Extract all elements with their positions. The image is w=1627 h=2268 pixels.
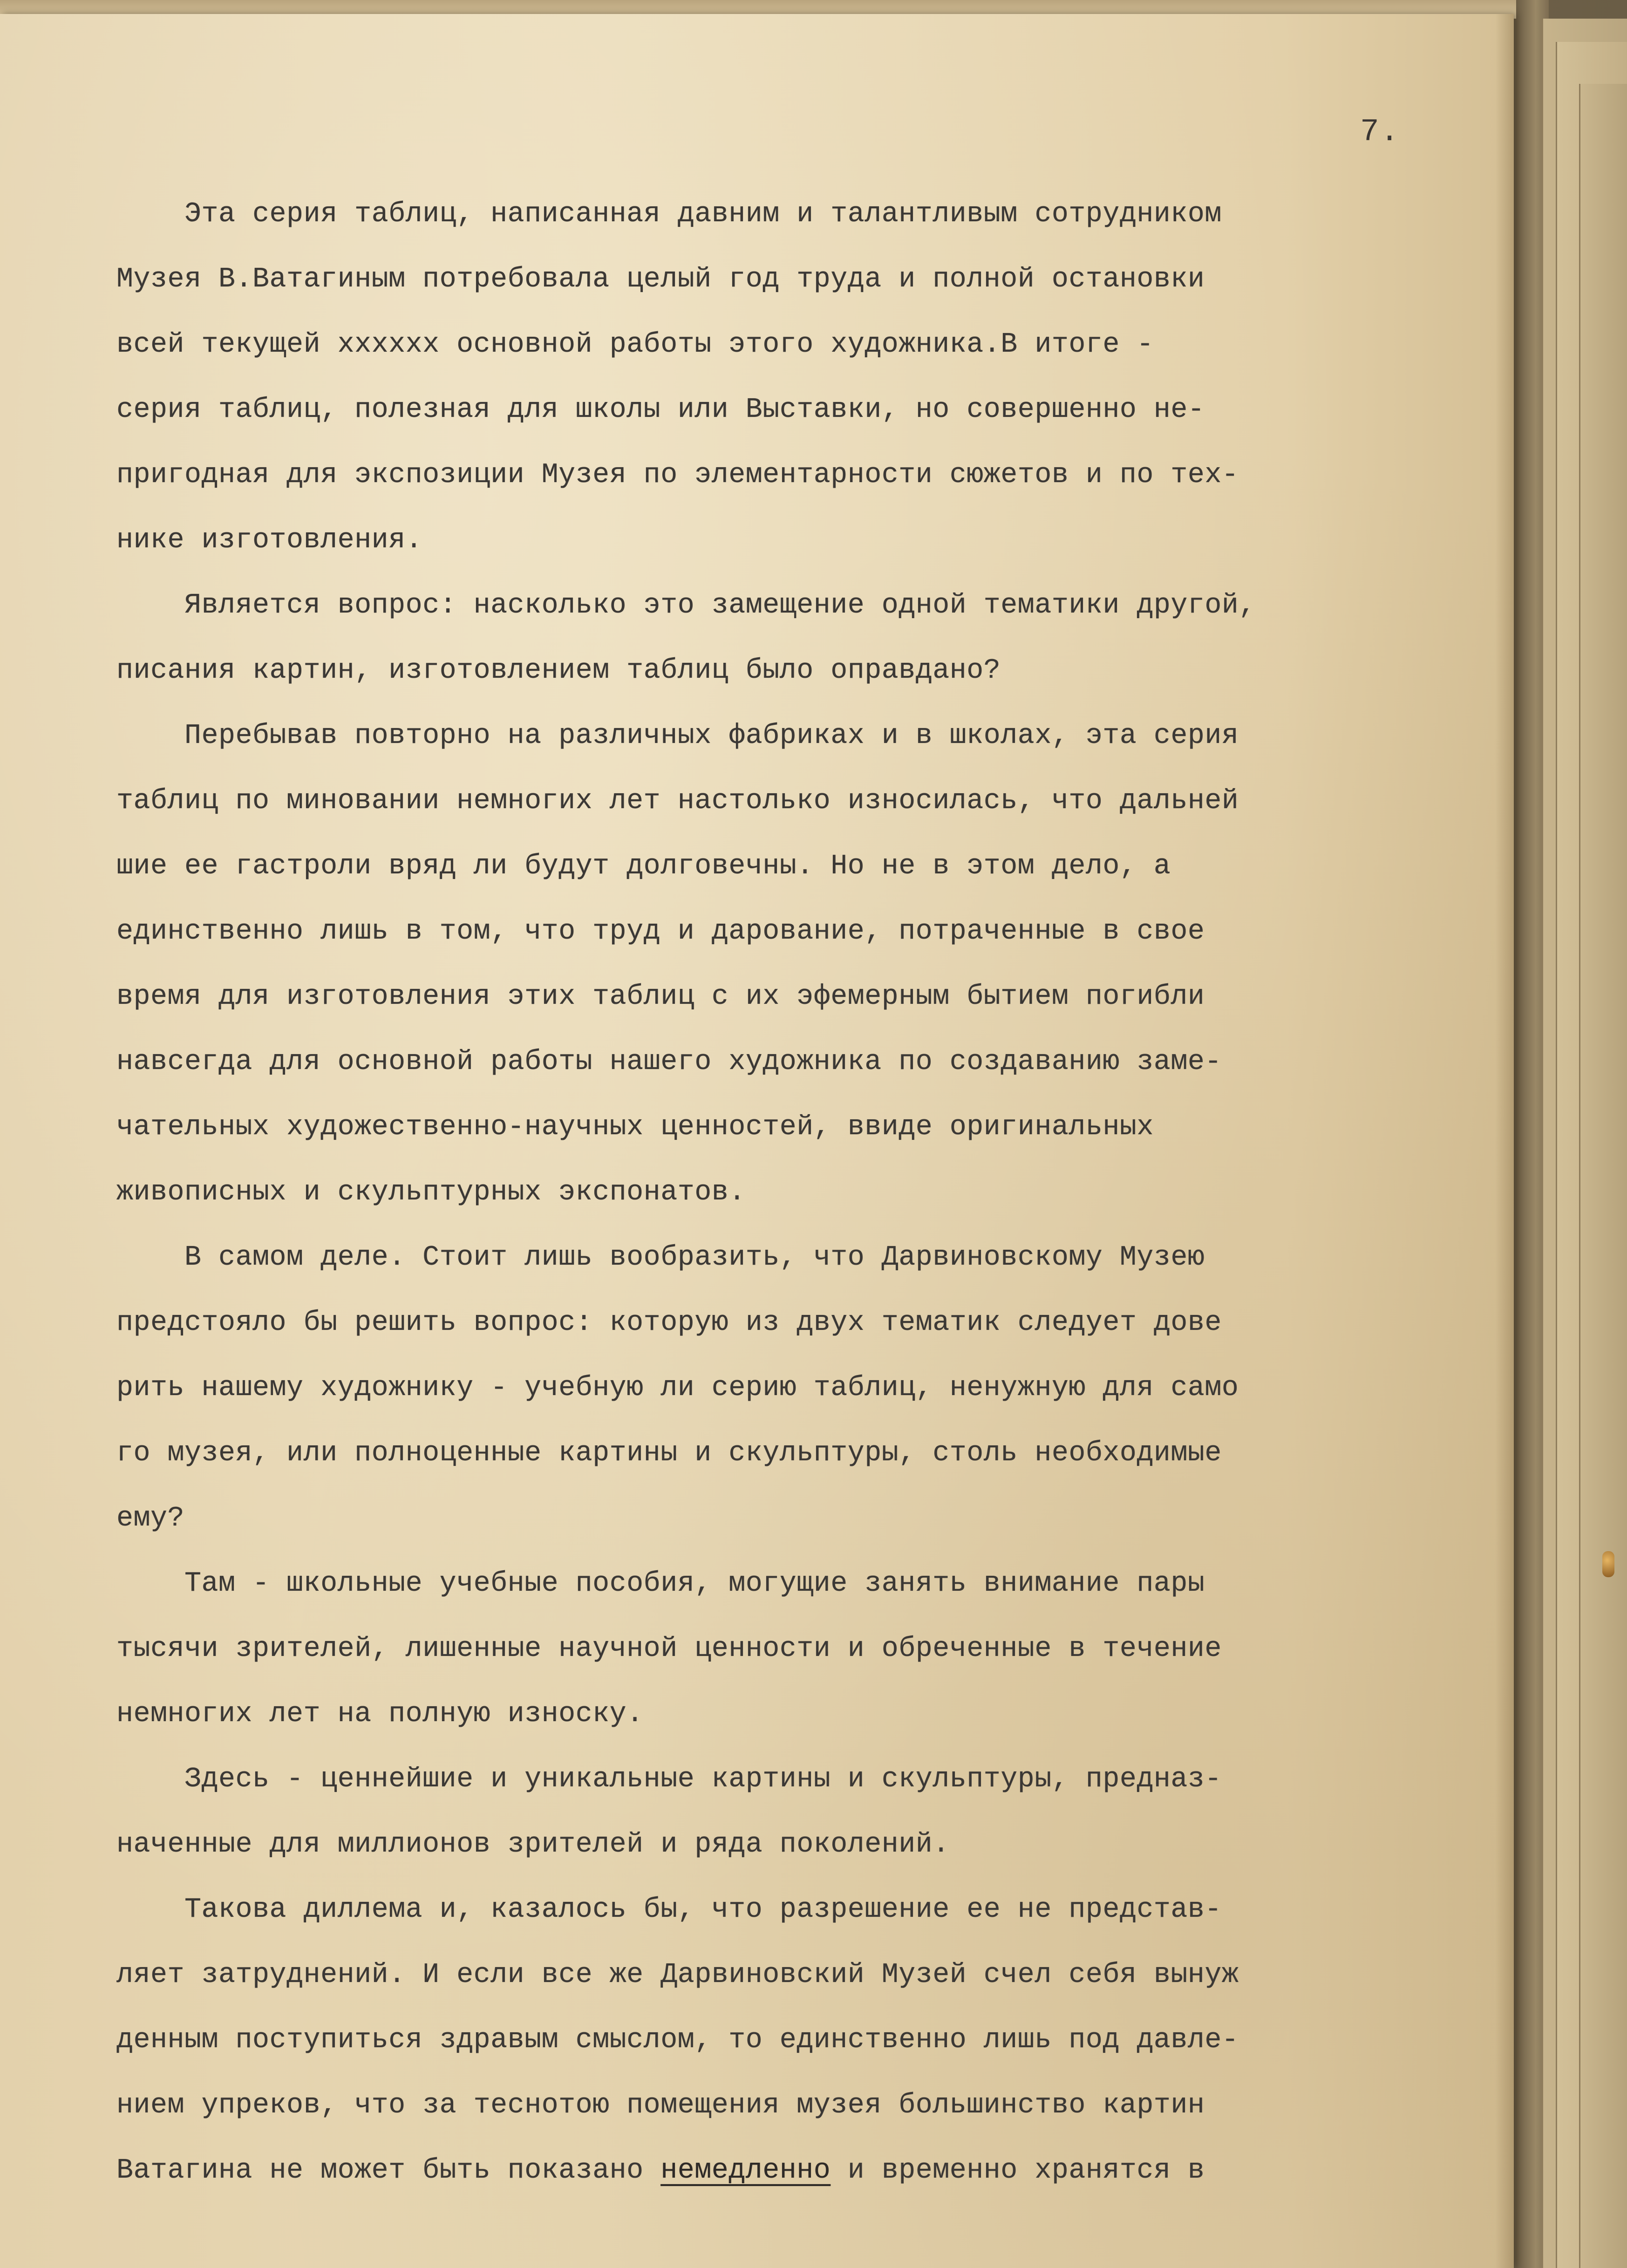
text-line: шие ее гастроли вряд ли будут долговечны. Но не в этом дело, а bbox=[116, 851, 1171, 882]
text-line: го музея, или полноценные картины и скульптуры, столь необходимые bbox=[116, 1437, 1222, 1469]
text-line: наченные для миллионов зрителей и ряда поколений. bbox=[116, 1829, 950, 1860]
text-line: время для изготовления этих таблиц с их эфемерным бытием погибли bbox=[116, 981, 1205, 1013]
text-line: серия таблиц, полезная для школы или Выставки, но совершенно не- bbox=[116, 394, 1205, 426]
text-line: писания картин, изготовлением таблиц было оправдано? bbox=[116, 655, 1001, 687]
typewritten-sheet bbox=[0, 14, 1514, 2268]
text-line: Там - школьные учебные пособия, могущие занять внимание пары bbox=[116, 1568, 1205, 1600]
text-line: чательных художественно-научных ценностей, ввиде оригинальных bbox=[116, 1111, 1154, 1143]
text-line: Эта серия таблиц, написанная давним и талантливым сотрудником bbox=[116, 198, 1222, 230]
staple bbox=[1602, 1551, 1614, 1577]
text-line: ляет затруднений. И если все же Дарвиновский Музей счел себя вынуж bbox=[116, 1959, 1239, 1991]
text-line: единственно лишь в том, что труд и дарование, потраченные в свое bbox=[116, 916, 1205, 947]
text-line: живописных и скульптурных экспонатов. bbox=[116, 1177, 746, 1208]
text-line: В самом деле. Стоит лишь вообразить, что Дарвиновскому Музею bbox=[116, 1242, 1205, 1274]
text-line: всей текущей xxxxxx основной работы этого художника.В итоге - bbox=[116, 329, 1154, 361]
text-line: Является вопрос: насколько это замещение одной тематики другой, bbox=[116, 590, 1256, 621]
text-line: тысячи зрителей, лишенные научной ценности и обреченные в течение bbox=[116, 1633, 1222, 1665]
text-line: предстояло бы решить вопрос: которую из двух тематик следует дове bbox=[116, 1307, 1222, 1339]
text-line: денным поступиться здравым смыслом, то единственно лишь под давле- bbox=[116, 2024, 1239, 2056]
underlying-page bbox=[1579, 84, 1627, 2268]
text-line: ему? bbox=[116, 1503, 185, 1534]
text-line: нием упреков, что за теснотою помещения музея большинство картин bbox=[116, 2090, 1205, 2121]
text-line: рить нашему художнику - учебную ли серию таблиц, ненужную для само bbox=[116, 1372, 1239, 1404]
typed-text-body bbox=[116, 182, 1495, 2203]
text-line: пригодная для экспозиции Музея по элементарности сюжетов и по тех- bbox=[116, 459, 1239, 491]
text-line: Музея В.Ватагиным потребовала целый год труда и полной остановки bbox=[116, 264, 1205, 295]
text-line: Такова диллема и, казалось бы, что разрешение ее не представ- bbox=[116, 1894, 1222, 1926]
page-number: 7. bbox=[1360, 114, 1400, 150]
text-line: таблиц по миновании немногих лет настолько износилась, что дальней bbox=[116, 785, 1239, 817]
text-line: нике изготовления. bbox=[116, 524, 423, 556]
text-line: навсегда для основной работы нашего художника по создаванию заме- bbox=[116, 1046, 1222, 1078]
text-line: Перебывав повторно на различных фабриках и в школах, эта серия bbox=[116, 720, 1239, 752]
text-line-last bbox=[116, 2138, 1495, 2203]
sheet-shadow-edge bbox=[1495, 14, 1514, 2268]
text-fragment: и временно хранятся в bbox=[831, 2155, 1205, 2186]
text-fragment: Ватагина не может быть показано bbox=[116, 2155, 661, 2186]
text-line: немногих лет на полную износку. bbox=[116, 1698, 644, 1730]
text-line: Здесь - ценнейшие и уникальные картины и скульптуры, предназ- bbox=[116, 1764, 1222, 1795]
underlined-word: немедленно bbox=[660, 2155, 831, 2186]
